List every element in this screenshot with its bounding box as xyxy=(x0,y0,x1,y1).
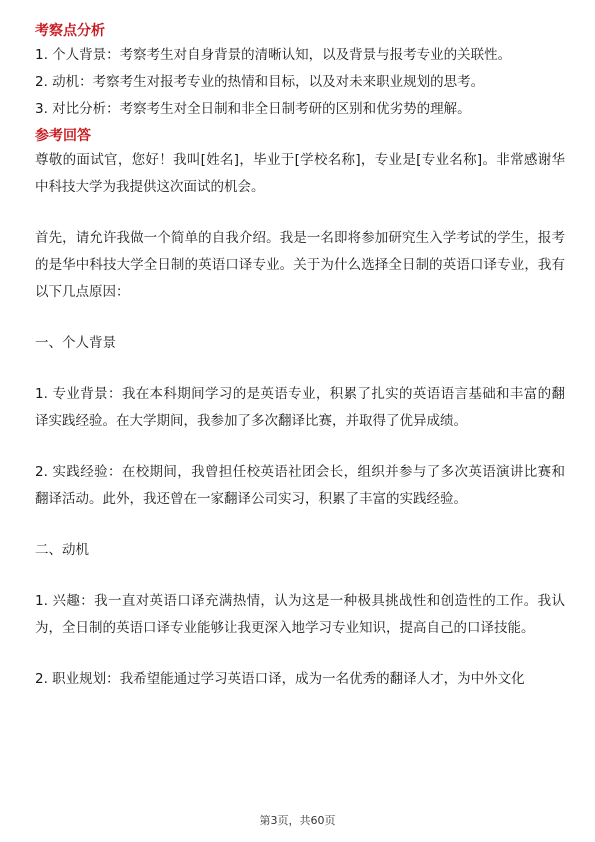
spacer xyxy=(35,642,565,666)
section1-title: 一、个人背景 xyxy=(35,335,116,351)
section2-paragraph-1: 1. 兴趣：我一直对英语口译充满热情，认为这是一种极具挑战性和创造性的工作。我认为，全日制的英语口译专业能够让我更深入地学习专业知识，提高自己的口译技能。 xyxy=(35,593,565,636)
section1-paragraph-2: 2. 实践经验：在校期间，我曾担任校英语社团会长，组织并参与了多次英语演讲比赛和翻译活动。此外，我还曾在一家翻译公司实习，积累了丰富的实践经验。 xyxy=(35,464,565,507)
answer-heading: 参考回答 xyxy=(35,128,91,144)
page-content xyxy=(35,20,565,693)
analysis-point-1: 1. 个人背景：考察考生对自身背景的清晰认知，以及背景与报考专业的关联性。 xyxy=(35,47,512,63)
analysis-point-3: 3. 对比分析：考察考生对全日制和非全日制考研的区别和优劣势的理解。 xyxy=(35,101,471,117)
page-number: 第3页，共60页 xyxy=(259,814,336,827)
spacer xyxy=(35,564,565,588)
spacer xyxy=(35,306,565,330)
answer-greeting: 尊敬的面试官，您好！我叫[姓名]，毕业于[学校名称]，专业是[专业名称]。非常感谢华中科技大学为我提供这次面试的机会。 xyxy=(35,152,565,195)
spacer xyxy=(35,513,565,537)
section2-title: 二、动机 xyxy=(35,542,89,558)
answer-intro: 首先，请允许我做一个简单的自我介绍。我是一名即将参加研究生入学考试的学生，报考的是华中科技大学全日制的英语口译专业。关于为什么选择全日制的英语口译专业，我有以下几点原因： xyxy=(35,230,565,300)
spacer xyxy=(35,357,565,381)
analysis-point-2: 2. 动机：考察考生对报考专业的热情和目标，以及对未来职业规划的思考。 xyxy=(35,74,485,90)
spacer xyxy=(35,435,565,459)
analysis-heading: 考察点分析 xyxy=(35,23,105,39)
section1-paragraph-1: 1. 专业背景：我在本科期间学习的是英语专业，积累了扎实的英语语言基础和丰富的翻译实践经验。在大学期间，我参加了多次翻译比赛，并取得了优异成绩。 xyxy=(35,386,565,429)
spacer xyxy=(35,201,565,225)
section2-paragraph-2: 2. 职业规划：我希望能通过学习英语口译，成为一名优秀的翻译人才，为中外文化 xyxy=(35,671,525,687)
